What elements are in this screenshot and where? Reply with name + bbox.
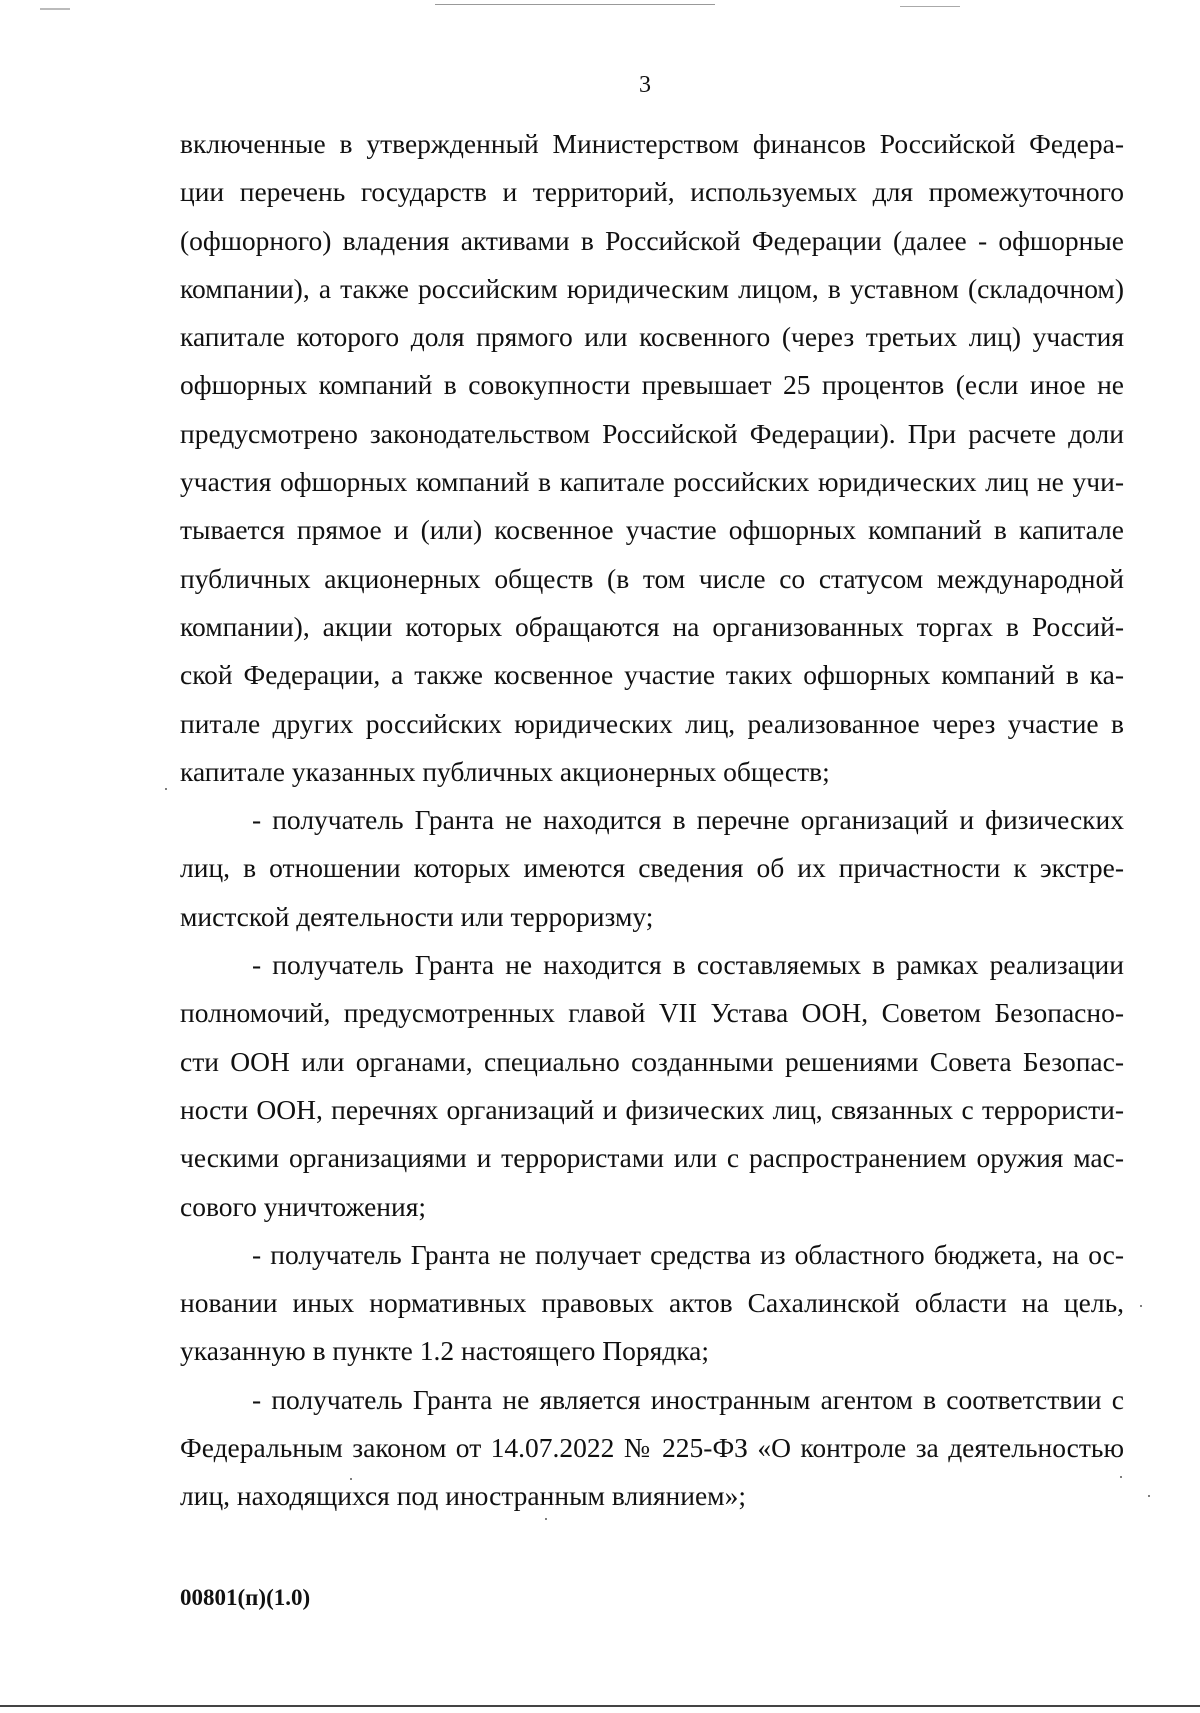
text-line: - получатель Гранта не является иностранным агентом в соответствии с <box>252 1383 1124 1415</box>
text-line: - получатель Гранта не находится в перечне организаций и физических <box>252 804 1124 836</box>
page-number: 3 <box>639 72 651 98</box>
text-line: капитале которого доля прямого или косвенного (через третьих лиц) участия <box>180 321 1124 353</box>
scan-speck <box>165 788 167 790</box>
text-line: полномочий, предусмотренных главой VII Устава ООН, Советом Безопасно- <box>180 997 1124 1029</box>
scan-speck <box>1140 1305 1142 1307</box>
text-line: Федеральным законом от 14.07.2022 № 225-ФЗ «О контроле за деятельностью <box>180 1432 1124 1464</box>
scan-artifact-top-right <box>900 6 960 7</box>
text-line: указанную в пункте 1.2 настоящего Порядка; <box>180 1335 710 1367</box>
scan-artifact-top-mid <box>435 4 715 5</box>
text-line: ции перечень государств и территорий, используемых для промежуточного <box>180 176 1124 208</box>
text-line: компании), акции которых обращаются на организованных торгах в Россий- <box>180 610 1124 642</box>
text-line: предусмотрено законодательством Российской Федерации). При расчете доли <box>180 417 1124 449</box>
text-line: компании), а также российским юридическим лицом, в уставном (складочном) <box>180 272 1124 304</box>
text-line: сового уничтожения; <box>180 1190 427 1222</box>
text-line: мистской деятельности или терроризму; <box>180 900 654 932</box>
document-body <box>180 120 1124 1521</box>
text-line: ской Федерации, а также косвенное участие таких офшорных компаний в ка- <box>180 659 1124 691</box>
text-line: лиц, находящихся под иностранным влиянием»; <box>180 1480 746 1512</box>
scan-speck <box>1148 1495 1150 1497</box>
text-line: тывается прямое и (или) косвенное участие офшорных компаний в капитале <box>180 514 1124 546</box>
text-line: питале других российских юридических лиц, реализованное через участие в <box>180 707 1124 739</box>
text-line: - получатель Гранта не получает средства из областного бюджета, на ос- <box>252 1238 1124 1270</box>
text-line: (офшорного) владения активами в Российской Федерации (далее - офшорные <box>180 224 1124 256</box>
text-line: сти ООН или органами, специально созданными решениями Совета Безопас- <box>180 1045 1124 1077</box>
text-line: участия офшорных компаний в капитале российских юридических лиц не учи- <box>180 466 1124 498</box>
text-line: ческими организациями и террористами или с распространением оружия мас- <box>180 1142 1124 1174</box>
text-line: капитале указанных публичных акционерных обществ; <box>180 755 830 787</box>
text-line: публичных акционерных обществ (в том числе со статусом международной <box>180 562 1124 594</box>
scan-artifact-bottom <box>0 1705 1200 1707</box>
text-line: лиц, в отношении которых имеются сведения об их причастности к экстре- <box>180 852 1124 884</box>
text-line: офшорных компаний в совокупности превышает 25 процентов (если иное не <box>180 369 1124 401</box>
scan-artifact-top-left <box>40 8 70 10</box>
text-line: ности ООН, перечнях организаций и физических лиц, связанных с террористи- <box>180 1093 1124 1125</box>
text-line: включенные в утвержденный Министерством финансов Российской Федера- <box>180 128 1124 159</box>
text-line: новании иных нормативных правовых актов Сахалинской области на цель, <box>180 1287 1124 1319</box>
text-line: - получатель Гранта не находится в составляемых в рамках реализации <box>252 949 1124 981</box>
document-code: 00801(п)(1.0) <box>180 1585 311 1610</box>
